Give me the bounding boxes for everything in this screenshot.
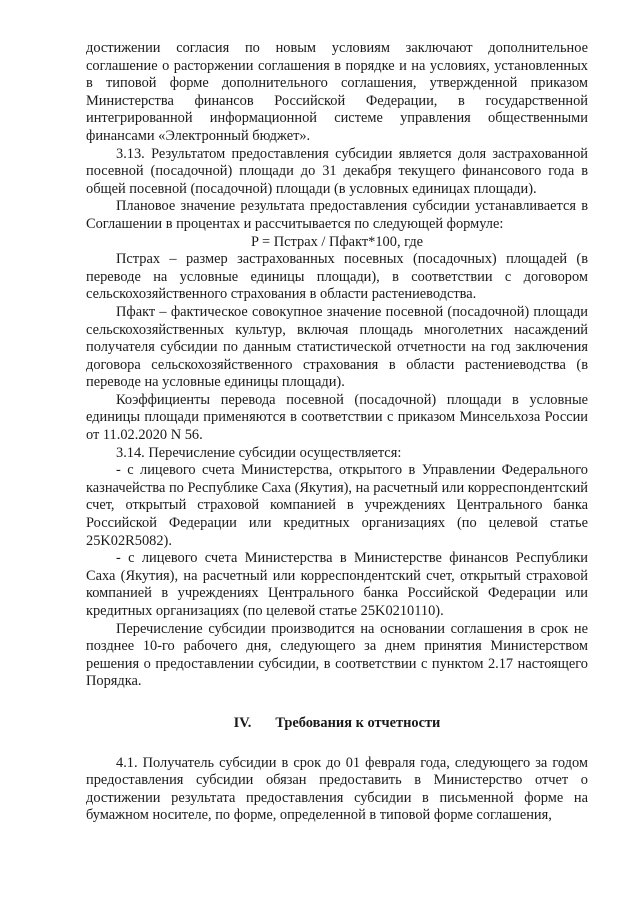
paragraphs-top — [86, 40, 588, 691]
section-title: Требования к отчетности — [275, 714, 441, 731]
section-number: IV. — [233, 714, 252, 731]
paragraph-planned-value: Плановое значение результата предоставления субсидии устанавливается в Соглашении в процентах и рассчитывается по следующей формуле: — [86, 198, 588, 232]
paragraph-transfer-terms: Перечисление субсидии производится на основании соглашения в срок не позднее 10-го рабочего дня, следующего за днем принятия Министерством решения о предоставлении субсидии, в соответствии с пунктом 2.17 настоящего Порядка. — [86, 620, 588, 690]
paragraph-pfakt-definition: Пфакт – фактическое совокупное значение посевной (посадочной) площади сельскохозяйственных культур, включая площадь многолетних насаждений получателя субсидии по данным статистической отчетности на год заключения договора сельскохозяйственного страхования в области растениеводства (в переводе на условные единицы площади). — [86, 303, 588, 391]
paragraph-coefficients: Коэффициенты перевода посевной (посадочной) площади в условные единицы площади применяются в соответствии с приказом Минсельхоза России от 11.02.2020 N 56. — [86, 391, 588, 444]
paragraph-continued: достижении согласия по новым условиям заключают дополнительное соглашение о расторжении соглашения в порядке и на условиях, установленных в типовой форме дополнительного соглашения, утвержденной приказом Министерства финансов Российской Федерации, в государственной интегрированной информационной системе управления общественными финансами «Электронный бюджет». — [86, 40, 588, 144]
paragraph-account-treasury: - с лицевого счета Министерства, открытого в Управлении Федерального казначейства по Республике Саха (Якутия), на расчетный или корреспондентский счет, открытый страховой компанией в учреждениях Центрального банка Российской Федерации или кредитных организациях (по целевой статье 25K02R5082). — [86, 462, 588, 549]
paragraph-3-13: 3.13. Результатом предоставления субсидии является доля застрахованной посевной (посадочной) площади до 31 декабря текущего финансового года в общей посевной (посадочной) площади (в условных единицах площади). — [86, 145, 588, 197]
paragraph-account-minfin: - с лицевого счета Министерства в Министерстве финансов Республики Саха (Якутия), на расчетный или корреспондентский счет, открытый страховой компанией в учреждениях Центрального банка Российской Федерации или кредитных организациях (по целевой статье 25K0210110). — [86, 550, 588, 619]
formula-line: P = Пстрах / Пфакт*100, где — [250, 233, 424, 250]
section-heading — [86, 715, 588, 733]
paragraph-pstrakh-definition: Пстрах – размер застрахованных посевных (посадочных) площадей (в переводе на условные единицы площади), в соответствии с договором сельскохозяйственного страхования в области растениеводства. — [86, 251, 588, 303]
paragraph-4-1: 4.1. Получатель субсидии в срок до 01 февраля года, следующего за годом предоставления субсидии обязан предоставить в Министерство отчет о достижении результата предоставления субсидии в письменной форме на бумажном носителе, по форме, определенной в типовой форме соглашения, — [86, 754, 588, 824]
paragraphs-bottom — [86, 755, 588, 825]
paragraph-3-14: 3.14. Перечисление субсидии осуществляется: — [116, 444, 402, 461]
